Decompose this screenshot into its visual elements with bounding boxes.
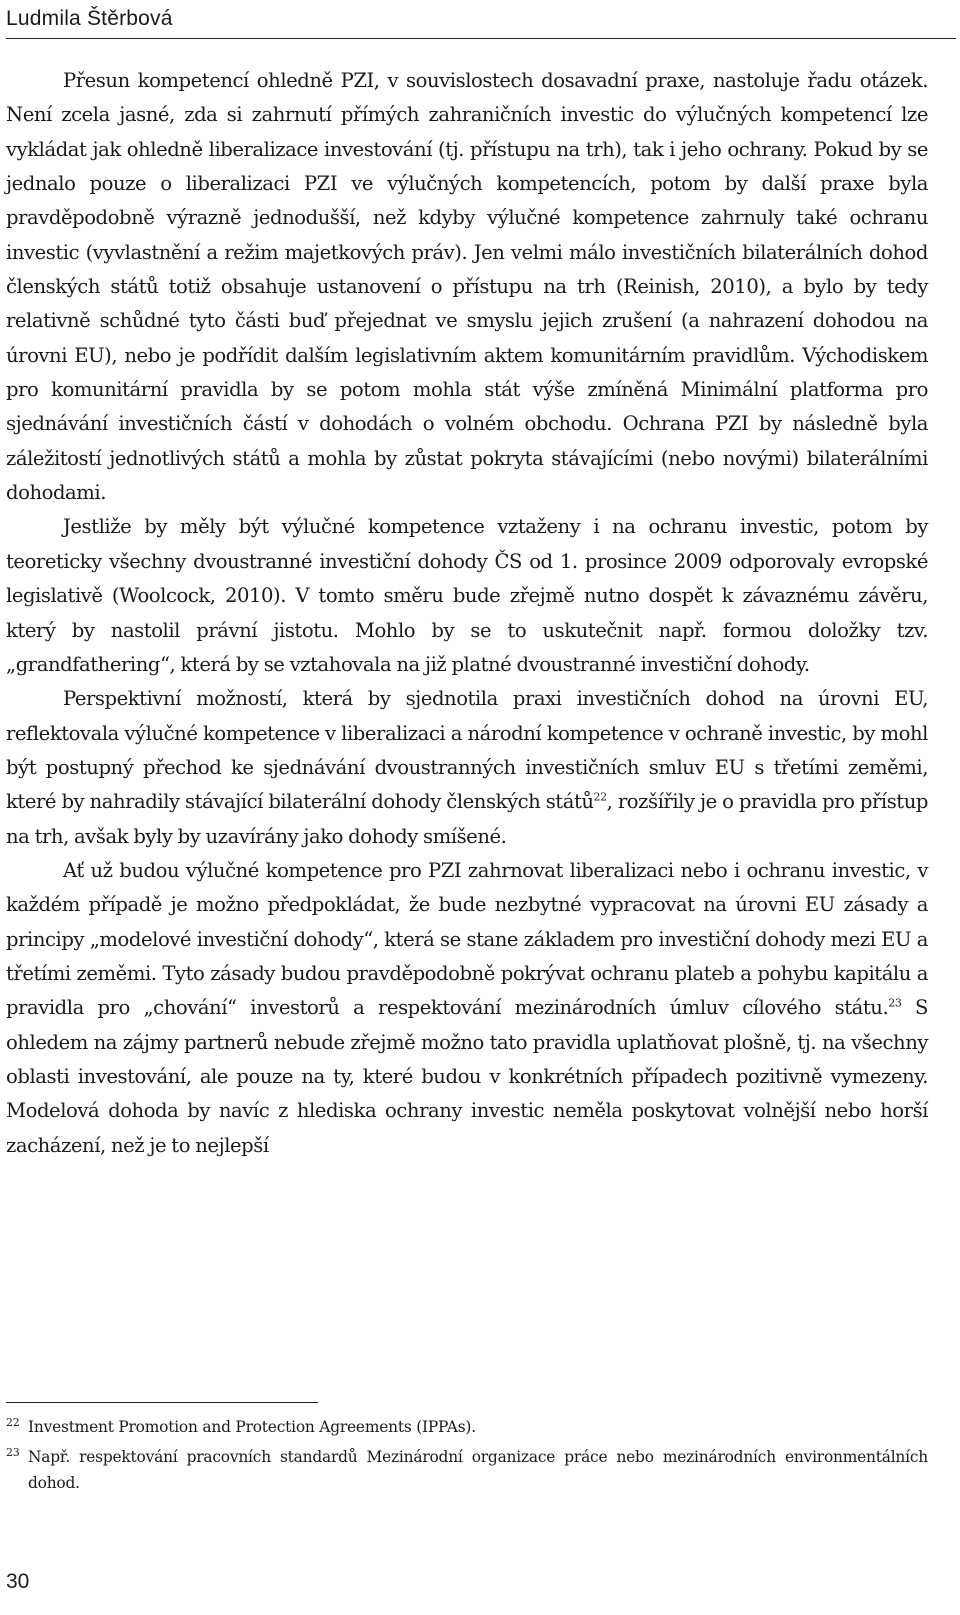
paragraph-text-continued: S ohledem na zájmy partnerů nebude zřejmě možno tato pravidla uplatňovat plošně, tj. na všechny oblasti investování, ale pouze na ty, které budou v konkrétních případech pozitivně vymezeny. Modelová dohoda by navíc z hlediska ochrany investic neměla poskytovat volnější nebo horší zacházení, než je to nejlepší [6,996,928,1157]
paragraph-text-continued: , rozšířily je o pravidla pro přístup na trh, avšak byly by uzavírány jako dohody smíšené. [6,790,928,848]
footnote-number: 22 [6,1416,20,1429]
paragraph-text: Jestliže by měly být výlučné kompetence vztaženy i na ochranu investic, potom by teoreticky všechny dvoustranné investiční dohody ČS od 1. prosince 2009 odporovaly evropské legislativě (Woolcock, 2010). V tomto směru bude zřejmě nutno dospět k závaznému závěru, který by nastolil právní jistotu. Mohlo by se to uskutečnit např. formou doložky tzv. „grandfathering“, která by se vztahovala na již platné dvoustranné investiční dohody. [6,515,928,676]
header-author: Ludmila Štěrbová [6,7,173,30]
footnote-number: 23 [6,1446,20,1459]
footnote-separator [6,1402,318,1403]
paragraph [6,64,928,510]
footnote-ref-22[interactable]: 22 [593,790,607,804]
paragraph-text: Přesun kompetencí ohledně PZI, v souvislostech dosavadní praxe, nastoluje řadu otázek. Není zcela jasné, zda si zahrnutí přímých zahraničních investic do výlučných kompetencí lze vykládat jak ohledně liberalizace investování (tj. přístupu na trh), tak i jeho ochrany. Pokud by se jednalo pouze o liberalizaci PZI ve výlučných kompetencích, potom by další praxe byla pravděpodobně výrazně jednodušší, než kdyby výlučné kompetence zahrnuly také ochranu investic (vyvlastnění a režim majetkových práv). Jen velmi málo investičních bilaterálních dohod členských států totiž obsahuje ustanovení o přístupu na trh (Reinish, 2010), a bylo by tedy relativně schůdné tyto části buď přejednat ve smyslu jejich zrušení (a nahrazení dohodou na úrovni EU), nebo je podřídit dalším legislativním aktem komunitárním pravidlům. Východiskem pro komunitární pravidla by se potom mohla stát výše zmíněná Minimální platforma pro sjednávání investičních částí v dohodách o volném obchodu. Ochrana PZI by následně byla záležitostí jednotlivých států a mohla by zůstat pokryta stávajícími (nebo novými) bilaterálními dohodami. [6,69,928,505]
paragraph [6,682,928,854]
footnote-text: Např. respektování pracovních standardů Mezinárodní organizace práce nebo mezinárodních environmentálních dohod. [28,1448,928,1492]
footnote [6,1444,928,1496]
footnote-ref-23[interactable]: 23 [888,996,902,1010]
paragraph-text: Perspektivní možností, která by sjednotila praxi investičních dohod na úrovni EU, reflektovala výlučné kompetence v liberalizaci a národní kompetence v ochraně investic, by mohl být postupný přechod ke sjednávání dvoustranných investičních smluv EU s třetími zeměmi, které by nahradily stávající bilaterální dohody členských států [6,687,928,814]
footnote [6,1414,928,1440]
paragraph [6,510,928,682]
footnotes [6,1414,928,1500]
footnote-text: Investment Promotion and Protection Agreements (IPPAs). [28,1418,476,1436]
body-text [6,64,928,1163]
running-header [6,4,956,39]
page-number: 30 [6,1570,30,1593]
paragraph-text: Ať už budou výlučné kompetence pro PZI zahrnovat liberalizaci nebo i ochranu investic, v každém případě je možno předpokládat, že bude nezbytné vypracovat na úrovni EU zásady a principy „modelové investiční dohody“, která se stane základem pro investiční dohody mezi EU a třetími zeměmi. Tyto zásady budou pravděpodobně pokrývat ochranu plateb a pohybu kapitálu a pravidla pro „chování“ investorů a respektování mezinárodních úmluv cílového státu. [6,858,928,1020]
paragraph [6,854,928,1163]
